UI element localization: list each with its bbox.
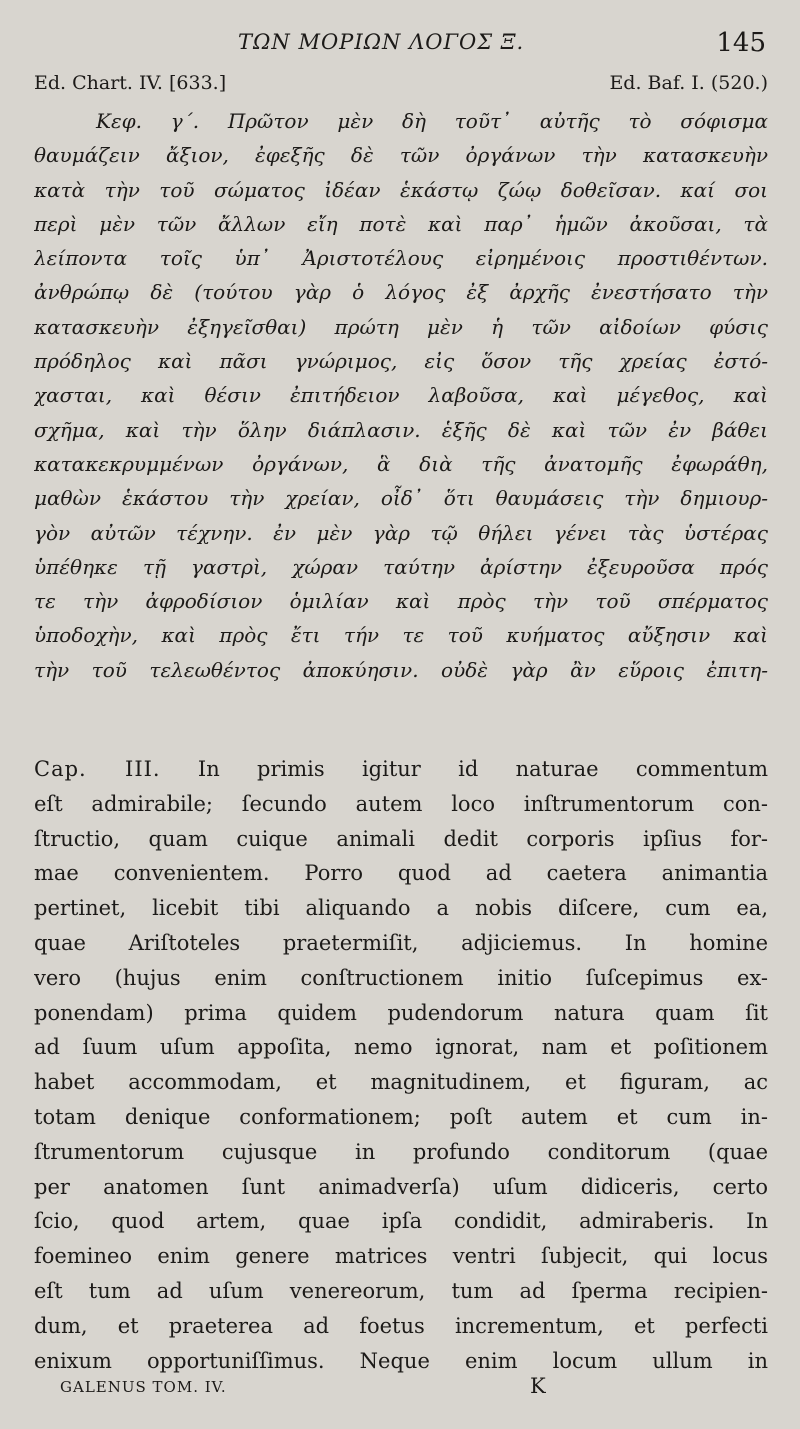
greek-text-block bbox=[34, 104, 768, 687]
greek-line: κατὰ τὴν τοῦ σώματος ἰδέαν ἑκάστῳ ζώῳ δοθεῖσαν. καί σοι bbox=[34, 177, 768, 202]
latin-line: totam denique conformationem; poſt autem et cum in- bbox=[34, 1104, 768, 1129]
latin-line: pertinet, licebit tibi aliquando a nobis diſcere, cum ea, bbox=[34, 896, 768, 921]
greek-line: κατακεκρυμμένων ὀργάνων, ἃ διὰ τῆς ἀνατομῆς ἐφωράθη, bbox=[34, 451, 768, 476]
latin-line: eſt admirabile; ſecundo autem loco inſtrumentorum con- bbox=[34, 791, 768, 816]
latin-line: dum, et praeterea ad foetus incrementum, et perfecti bbox=[34, 1313, 768, 1338]
latin-line: ponendam) prima quidem pudendorum natura quam ſit bbox=[34, 1000, 768, 1025]
edition-chartier: Ed. Chart. IV. [633.] bbox=[34, 72, 227, 94]
greek-line: ἀνθρώπῳ δὲ (τούτου γὰρ ὁ λόγος ἐξ ἀρχῆς ἐνεστήσατο τὴν bbox=[34, 280, 768, 305]
latin-text-block bbox=[34, 752, 768, 1378]
latin-line: ſtrumentorum cujusque in profundo conditorum (quae bbox=[34, 1139, 768, 1164]
page-footer bbox=[34, 1374, 768, 1404]
greek-line: μαθὼν ἑκάστου τὴν χρείαν, οἶδ᾿ ὅτι θαυμάσεις τὴν δημιουρ- bbox=[34, 486, 768, 511]
edition-references bbox=[34, 72, 768, 98]
greek-line: περὶ μὲν τῶν ἄλλων εἴη ποτὲ καὶ παρ᾿ ἡμῶν ἀκοῦσαι, τὰ bbox=[34, 211, 768, 236]
signature-line: GALENUS TOM. IV. bbox=[60, 1378, 227, 1396]
signature-mark: K bbox=[530, 1374, 546, 1398]
latin-line: foemineo enim genere matrices ventri ſubjecit, qui locus bbox=[34, 1244, 768, 1269]
running-head-title: ΤΩΝ ΜΟΡΙΩΝ ΛΟΓΟΣ Ξ. bbox=[238, 30, 525, 54]
latin-first-line bbox=[34, 752, 768, 787]
greek-line: ὑποδοχὴν, καὶ πρὸς ἔτι τήν τε τοῦ κυήματος αὔξησιν καὶ bbox=[34, 623, 768, 648]
running-head bbox=[0, 28, 800, 64]
latin-line: ſcio, quod artem, quae ipſa condidit, admiraberis. In bbox=[34, 1209, 768, 1234]
greek-line: κατασκευὴν ἐξηγεῖσθαι) πρώτη μὲν ἡ τῶν αἰδοίων φύσις bbox=[34, 314, 768, 339]
greek-line: θαυμάζειν ἄξιον, ἐφεξῆς δὲ τῶν ὀργάνων τὴν κατασκευὴν bbox=[34, 143, 768, 168]
latin-line: eſt tum ad uſum venereorum, tum ad ſperma recipien- bbox=[34, 1278, 768, 1303]
greek-line: Κεφ. γ΄. Πρῶτον μὲν δὴ τοῦτ᾿ αὐτῆς τὸ σόφισμα bbox=[96, 109, 768, 133]
latin-line-text: In primis igitur id naturae commentum bbox=[197, 757, 768, 781]
greek-line: ὑπέθηκε τῇ γαστρὶ, χώραν ταύτην ἀρίστην ἐξευροῦσα πρός bbox=[34, 554, 768, 579]
edition-basel: Ed. Baf. I. (520.) bbox=[609, 72, 768, 94]
latin-line: vero (hujus enim conſtructionem initio ſuſcepimus ex- bbox=[34, 965, 768, 990]
latin-line: habet accommodam, et magnitudinem, et figuram, ac bbox=[34, 1070, 768, 1095]
greek-line: γὸν αὐτῶν τέχνην. ἐν μὲν γὰρ τῷ θήλει γένει τὰς ὑστέρας bbox=[34, 520, 768, 545]
latin-line: ſtructio, quam cuique animali dedit corporis ipſius for- bbox=[34, 826, 768, 851]
greek-line: τε τὴν ἀφροδίσιον ὁμιλίαν καὶ πρὸς τὴν τοῦ σπέρματος bbox=[34, 589, 768, 614]
greek-line: τὴν τοῦ τελεωθέντος ἀποκύησιν. οὐδὲ γὰρ ἂν εὕροις ἐπιτη- bbox=[34, 657, 768, 682]
latin-line: quae Ariſtoteles praetermiſit, adjiciemus. In homine bbox=[34, 930, 768, 955]
greek-line: πρόδηλος καὶ πᾶσι γνώριμος, εἰς ὅσον τῆς χρείας ἐστό- bbox=[34, 349, 768, 374]
latin-line: enixum opportuniſſimus. Neque enim locum ullum in bbox=[34, 1348, 768, 1373]
latin-line: per anatomen ſunt animadverſa) uſum didiceris, certo bbox=[34, 1174, 768, 1199]
page-number: 145 bbox=[716, 28, 766, 58]
latin-line: ad ſuum uſum appoſita, nemo ignorat, nam et poſitionem bbox=[34, 1035, 768, 1060]
greek-line: χασται, καὶ θέσιν ἐπιτήδειον λαβοῦσα, καὶ μέγεθος, καὶ bbox=[34, 383, 768, 408]
chapter-heading: Cap. III. bbox=[34, 757, 161, 781]
greek-line: σχῆμα, καὶ τὴν ὅλην διάπλασιν. ἑξῆς δὲ καὶ τῶν ἐν βάθει bbox=[34, 417, 768, 442]
latin-line: mae convenientem. Porro quod ad caetera animantia bbox=[34, 861, 768, 886]
greek-line: λείποντα τοῖς ὑπ᾿ Ἀριστοτέλους εἰρημένοις προστιθέντων. bbox=[34, 246, 768, 271]
